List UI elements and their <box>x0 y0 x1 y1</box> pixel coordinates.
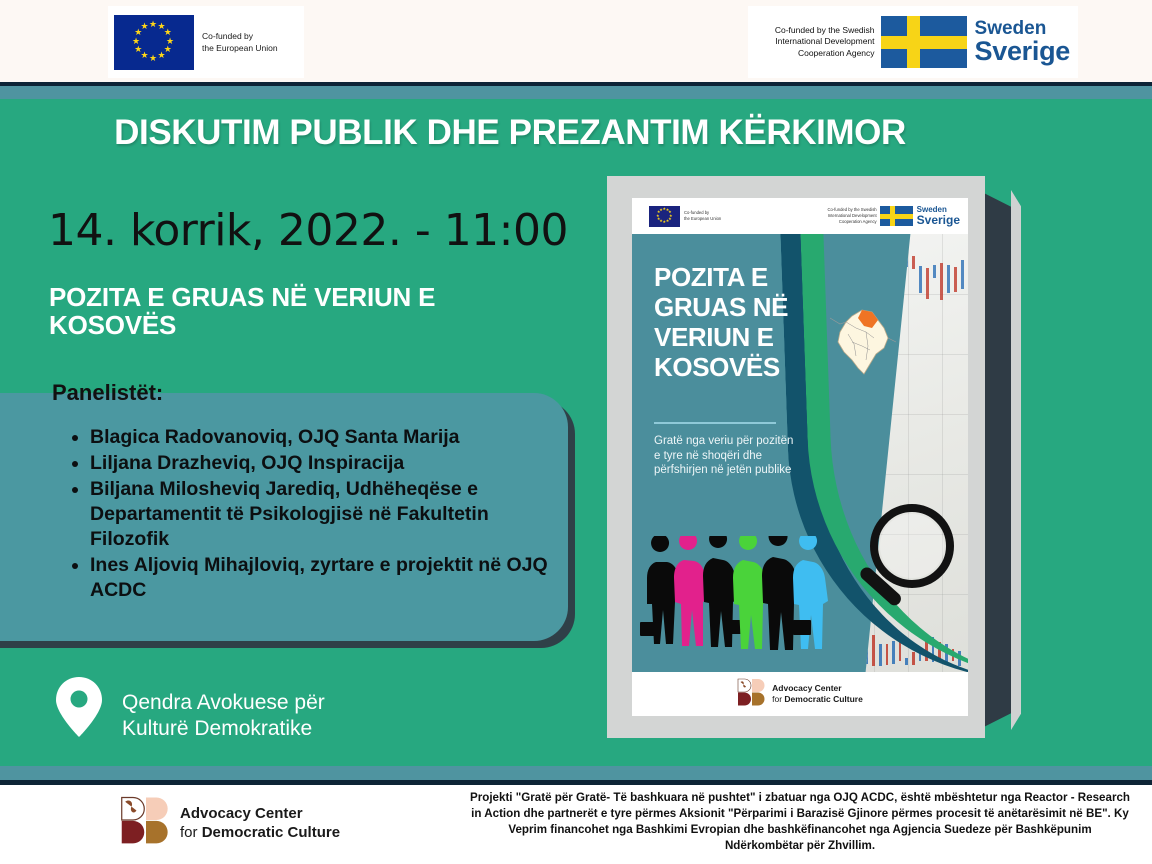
cover-divider-rule <box>654 422 776 424</box>
eu-star-icon: ★ <box>659 206 663 212</box>
book-cover <box>632 198 968 716</box>
sweden-word-sv: Sverige <box>974 36 1070 66</box>
organization-line1: Qendra Avokuese për <box>122 691 325 714</box>
eu-star-icon: ★ <box>662 206 667 211</box>
eu-star-icon: ★ <box>662 219 667 224</box>
sweden-text-line1: Co-funded by the Swedish <box>774 24 875 35</box>
location-pin-icon <box>55 676 103 738</box>
cover-sweden-wordmark <box>917 206 960 226</box>
eu-star-icon: ★ <box>656 215 661 221</box>
cover-se-line1: Co-funded by the Swedish <box>827 207 877 212</box>
cover-acdc-line2-light: for <box>772 694 785 704</box>
sweden-flag-icon <box>881 16 967 68</box>
footer-disclaimer: Projekti "Gratë për Gratë- Të bashkuara në pushtet" i zbatuar nga OJQ ACDC, është mbështetur nga Reactor - Research in Action dhe partnerët e tyre përmes Aksionit "Përparimi i Barazisë Gjinore përmes procesit të anëtarësimit në BE". Ky Veprim financohet nga Bashkimi Evropian dhe bashkëfinancohet nga Agjencia Suedeze për Bashkëpunim Ndërkombëtar për Zhvillim. <box>470 791 1130 852</box>
sweden-word-en: Sweden <box>974 18 1047 39</box>
footer-acdc-text <box>180 804 340 842</box>
eu-star-icon: ★ <box>134 27 143 37</box>
acdc-logo-text <box>772 683 863 705</box>
panelists-list <box>68 425 568 604</box>
candlestick-bar <box>866 650 869 664</box>
cover-body <box>632 234 968 672</box>
eu-star-icon: ★ <box>149 18 158 29</box>
acdc-logo-mark <box>737 678 767 711</box>
panelist-item: • Blagica Radovanoviq, OJQ Santa Marija <box>90 425 568 450</box>
women-silhouettes-illustration <box>638 536 828 672</box>
cover-acdc-line2-bold: Democratic Culture <box>784 694 863 704</box>
panelist-item: • Biljana Milosheviq Jarediq, Udhëheqëse e Departamentit të Psikologjisë në Fakultetin Filozofik <box>90 477 568 552</box>
footer-acdc-logo <box>120 795 340 850</box>
cover-acdc-logo <box>737 678 863 711</box>
candlestick-bar <box>886 644 889 665</box>
footer-acdc-line2-bold: Democratic Culture <box>201 823 341 841</box>
kosovo-map-icon <box>822 302 902 382</box>
candlestick-bar <box>892 641 895 664</box>
eu-star-icon: ★ <box>668 215 672 221</box>
eu-flag-icon <box>114 15 194 70</box>
cover-eu-text <box>684 210 721 222</box>
cover-sweden-text <box>828 207 877 225</box>
cover-se-word-sv: Sverige <box>916 213 960 227</box>
cover-subtitle: Gratë nga veriu për pozitën e tyre në shoqëri dhe përfshirjen në jetën publike <box>654 435 794 476</box>
cover-footer <box>632 672 968 716</box>
magnifying-glass-icon <box>850 502 960 630</box>
sweden-wordmark <box>975 19 1070 65</box>
sweden-funding-text <box>775 25 875 60</box>
eu-star-icon: ★ <box>656 209 661 215</box>
footer-acdc-line1: Advocacy Center <box>180 804 303 822</box>
eu-star-icon: ★ <box>134 44 143 54</box>
panelists-heading: Panelistët: <box>52 380 164 405</box>
candlestick-bar <box>905 658 908 665</box>
book-spine-edge <box>1011 190 1021 730</box>
cover-title: POZITA E GRUAS NË VERIUN E KOSOVËS <box>654 262 789 382</box>
candlestick-bar <box>859 642 862 662</box>
cover-donor-row <box>632 198 968 234</box>
eu-star-icon: ★ <box>163 27 172 37</box>
eu-star-icon: ★ <box>132 35 141 46</box>
eu-star-icon: ★ <box>656 212 660 218</box>
event-datetime: 14. korrik, 2022. - 11:00 <box>48 205 568 256</box>
top-teal-band <box>0 86 1152 99</box>
eu-star-icon: ★ <box>163 44 172 54</box>
footer-acdc-line2-light: for <box>180 823 202 841</box>
cover-eu-flag-icon <box>649 206 680 227</box>
sweden-text-line2: International Development <box>775 36 875 47</box>
eu-star-icon: ★ <box>140 20 149 31</box>
eu-star-icon: ★ <box>669 212 673 218</box>
panelist-item: • Ines Aljoviq Mihajloviq, zyrtare e projektit në OJQ ACDC <box>90 553 568 603</box>
eu-star-icon: ★ <box>665 218 670 224</box>
cover-eu-line2: the European Union <box>684 216 722 221</box>
cover-sweden-flag-icon <box>880 206 913 226</box>
sweden-funding-logo <box>748 6 1078 78</box>
eu-star-icon: ★ <box>140 50 149 61</box>
panelist-item: • Liljana Drazheviq, OJQ Inspiracija <box>90 451 568 476</box>
eu-star-icon: ★ <box>668 209 672 215</box>
eu-star-icon: ★ <box>659 218 663 224</box>
cover-se-word-en: Sweden <box>916 205 947 214</box>
candlestick-bar <box>872 635 875 666</box>
candlestick-bar <box>879 644 882 666</box>
eu-star-icon: ★ <box>166 35 175 46</box>
organization-line2: Kulturë Demokratike <box>122 717 313 740</box>
event-subtitle: POZITA E GRUAS NË VERIUN E KOSOVËS <box>49 282 436 340</box>
publication-book-mockup <box>607 176 1027 732</box>
eu-star-icon: ★ <box>157 20 166 31</box>
cover-se-line2: International Development <box>827 213 877 218</box>
page-title: DISKUTIM PUBLIK DHE PREZANTIM KËRKIMOR <box>114 113 906 152</box>
candlestick-bar <box>853 657 856 664</box>
acdc-logo-mark-footer <box>120 795 172 850</box>
bottom-teal-band <box>0 766 1152 780</box>
cover-acdc-line1: Advocacy Center <box>772 683 842 693</box>
eu-funding-logo <box>108 6 304 78</box>
candlestick-bar <box>912 652 915 666</box>
eu-star-icon: ★ <box>157 50 166 61</box>
eu-text-line1: Co-funded by <box>202 31 254 41</box>
cover-eu-line1: Co-funded by <box>684 210 710 215</box>
cover-se-line3: Cooperation Agency <box>838 219 877 224</box>
eu-star-icon: ★ <box>665 206 670 212</box>
organization-name <box>122 690 325 742</box>
eu-funding-text <box>202 30 278 54</box>
candlestick-bar <box>846 639 849 660</box>
cover-sweden-logo <box>828 206 960 226</box>
sweden-text-line3: Cooperation Agency <box>797 47 875 58</box>
eu-star-icon: ★ <box>149 52 158 63</box>
eu-text-line2: the European Union <box>202 43 278 53</box>
